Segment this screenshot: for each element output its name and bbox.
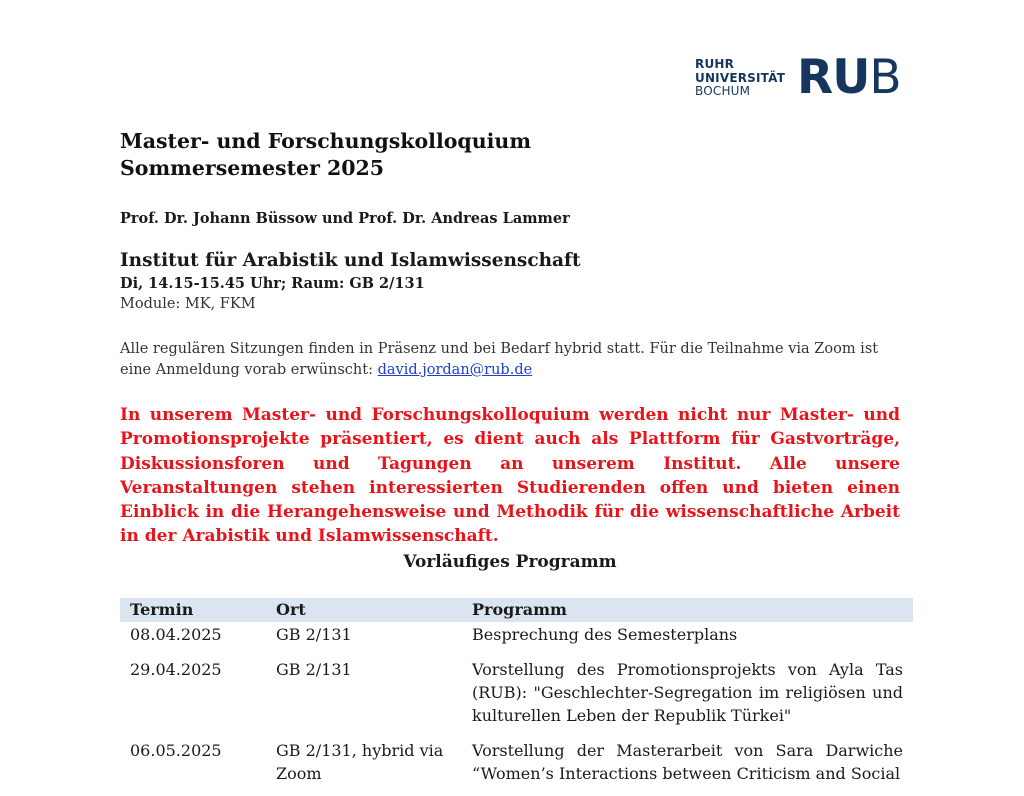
- column-header-program: Programm: [462, 598, 913, 622]
- row-date: 08.04.2025: [130, 625, 222, 644]
- row-program: Vorstellung der Masterarbeit von Sara Darwiche “Women’s Interactions between Criticism and Social: [472, 741, 903, 783]
- intro-paragraph: In unserem Master- und Forschungskolloquium werden nicht nur Master- und Promotionsprojekte präsentiert, es dient auch als Plattform für Gastvorträge, Diskussionsforen und Tagungen an unserem Institut. Alle unsere Veranstaltungen stehen interessierten Studierenden offen und bieten einen Einblick in die Herangehensweise und Methodik für die wissenschaftliche Arbeit in der Arabistik und Islamwissenschaft.: [120, 405, 900, 547]
- wordmark-line-ruhr: RUHR: [695, 57, 735, 71]
- university-wordmark: [695, 58, 785, 99]
- page-title: [120, 128, 531, 182]
- schedule-table: [120, 598, 913, 796]
- table-row: [120, 657, 913, 738]
- program-heading: Vorläufiges Programm: [403, 552, 617, 572]
- column-header-date: Termin: [120, 598, 266, 622]
- row-program: Besprechung des Semesterplans: [472, 625, 738, 644]
- institute-name: Institut für Arabistik und Islamwissenschaft: [120, 250, 581, 271]
- title-line-colloquium: Master- und Forschungskolloquium: [120, 129, 532, 153]
- session-time-room: Di, 14.15-15.45 Uhr; Raum: GB 2/131: [120, 275, 425, 292]
- rub-logo-ru: RU: [797, 50, 870, 105]
- rub-logo-b: B: [869, 50, 901, 105]
- table-row: [120, 622, 913, 657]
- wordmark-line-bochum: BOCHUM: [695, 84, 751, 98]
- schedule-header-row: [120, 598, 913, 622]
- column-header-location: Ort: [266, 598, 462, 622]
- row-location: GB 2/131: [276, 625, 352, 644]
- row-location: GB 2/131: [276, 660, 352, 679]
- row-location: GB 2/131, hybrid via Zoom: [276, 741, 444, 783]
- row-program: Vorstellung des Promotionsprojekts von Ayla Tas (RUB): "Geschlechter-Segregation im religiösen und kulturellen Leben der Republik Türkei": [472, 660, 903, 725]
- row-date: 06.05.2025: [130, 741, 222, 760]
- rub-logo: [797, 50, 901, 106]
- notice-line-1: Alle regulären Sitzungen finden in Präsenz und bei Bedarf hybrid statt. Für die Teilnahme via Zoom ist: [120, 341, 879, 357]
- attendance-notice: [120, 339, 910, 381]
- contact-email-link[interactable]: david.jordan@rub.de: [377, 362, 533, 378]
- professors: Prof. Dr. Johann Büssow und Prof. Dr. Andreas Lammer: [120, 210, 570, 227]
- table-row: [120, 738, 913, 796]
- notice-line-2: eine Anmeldung vorab erwünscht:: [120, 362, 378, 378]
- modules: Module: MK, FKM: [120, 296, 256, 312]
- title-line-semester: Sommersemester 2025: [120, 156, 385, 180]
- wordmark-line-universitaet: UNIVERSITÄT: [695, 70, 786, 85]
- row-date: 29.04.2025: [130, 660, 222, 679]
